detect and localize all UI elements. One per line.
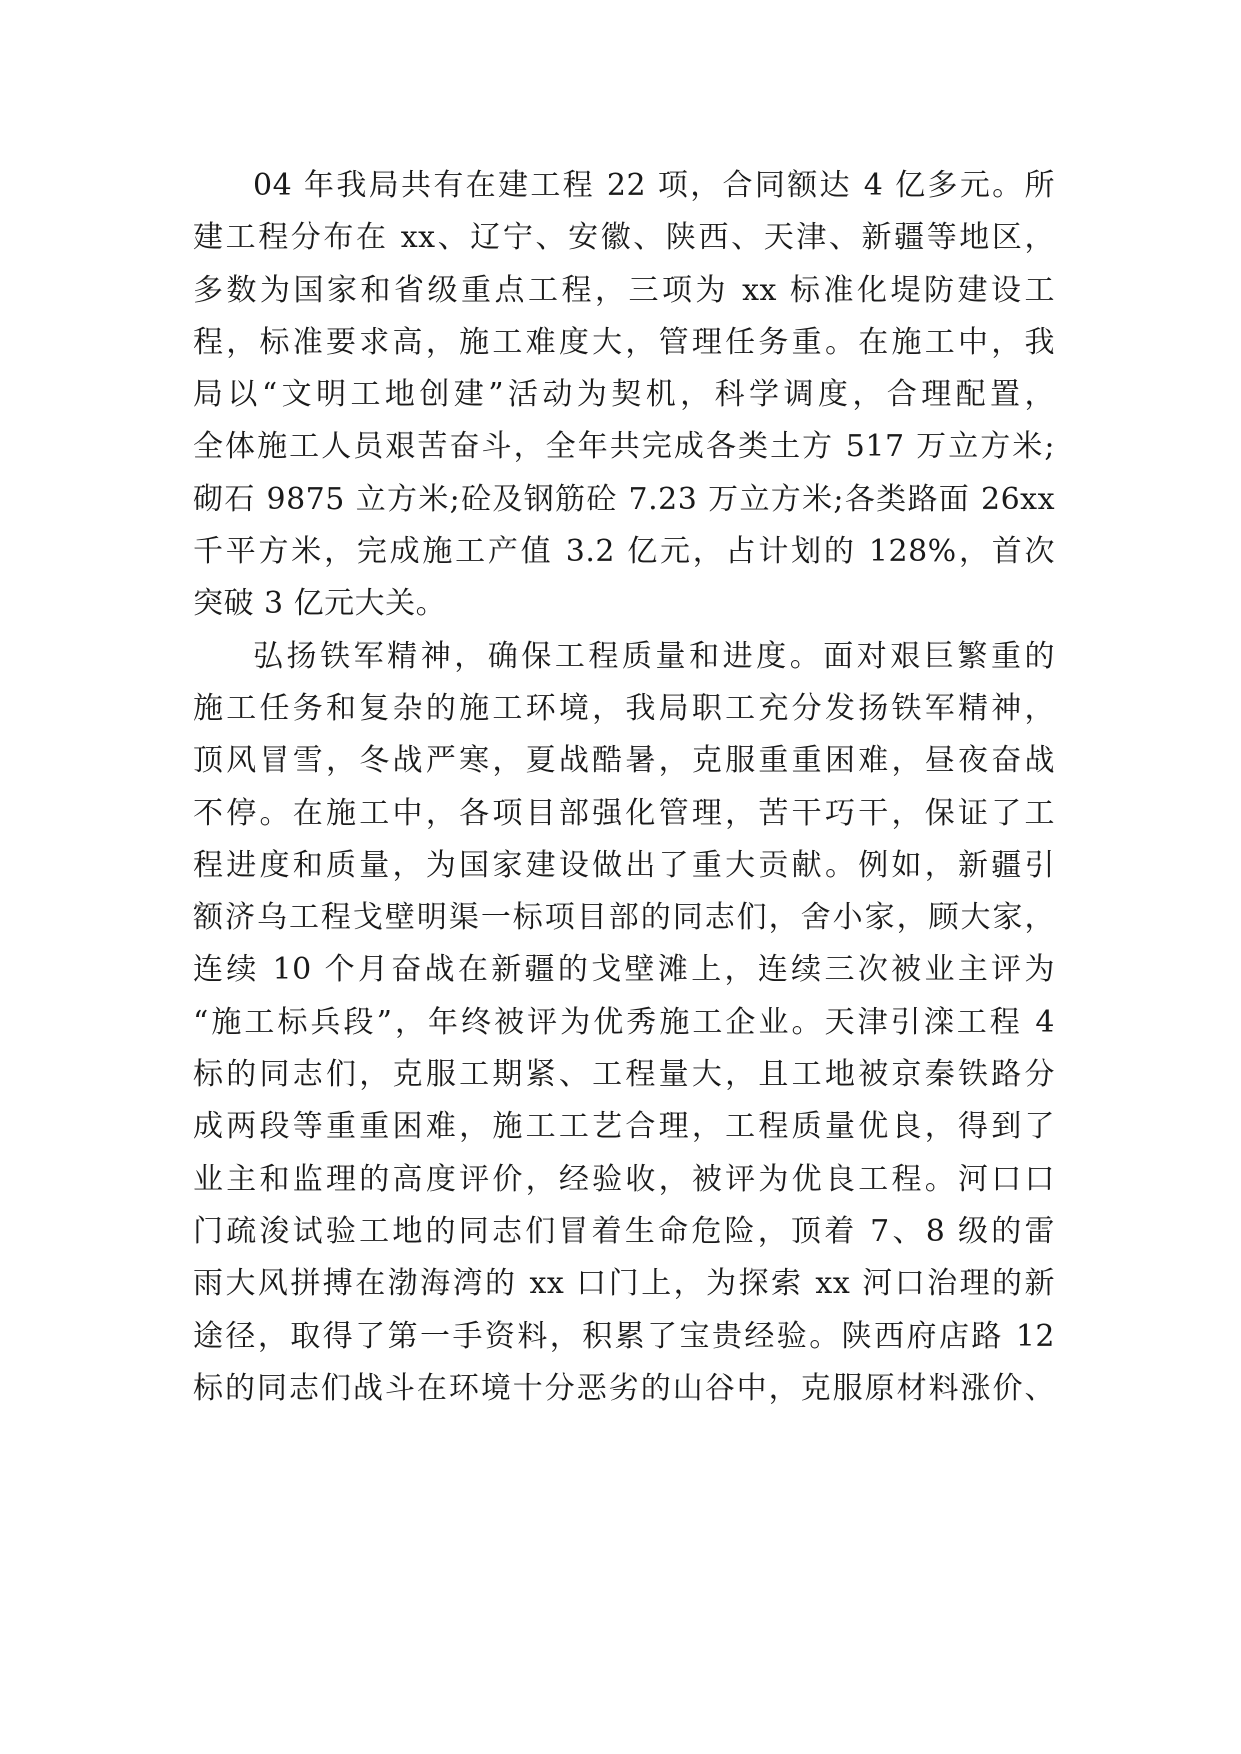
text-line: 程，标准要求高，施工难度大，管理任务重。在施工中，我 — [193, 324, 1055, 360]
text-line: 砌石 9875 立方米;砼及钢筋砼 7.23 万立方米;各类路面 26xx — [193, 481, 1055, 517]
text-line: 弘扬铁军精神，确保工程质量和进度。面对艰巨繁重的 — [253, 638, 1055, 674]
text-line: 标的同志们，克服工期紧、工程量大，且工地被京秦铁路分 — [193, 1057, 1055, 1093]
text-line: 程进度和质量，为国家建设做出了重大贡献。例如，新疆引 — [193, 847, 1055, 883]
document-body — [193, 160, 1055, 1415]
text-line: 04 年我局共有在建工程 22 项，合同额达 4 亿多元。所 — [253, 168, 1055, 203]
text-line: 途径，取得了第一手资料，积累了宝贵经验。陕西府店路 12 — [193, 1318, 1055, 1354]
text-line: 不停。在施工中，各项目部强化管理，苦干巧干，保证了工 — [193, 795, 1055, 831]
text-line: 额济乌工程戈壁明渠一标项目部的同志们，舍小家，顾大家， — [193, 900, 1055, 936]
text-line: 顶风冒雪，冬战严寒，夏战酷暑，克服重重困难，昼夜奋战 — [193, 743, 1055, 779]
text-line: 千平方米，完成施工产值 3.2 亿元，占计划的 128%，首次 — [193, 534, 1055, 570]
text-line: “施工标兵段”，年终被评为优秀施工企业。天津引滦工程 4 — [193, 1004, 1055, 1040]
text-line: 施工任务和复杂的施工环境，我局职工充分发扬铁军精神， — [193, 690, 1055, 726]
text-line: 突破 3 亿元大关。 — [193, 586, 447, 622]
text-line: 雨大风拼搏在渤海湾的 xx 口门上，为探索 xx 河口治理的新 — [193, 1266, 1055, 1302]
text-line: 业主和监理的高度评价，经验收，被评为优良工程。河口口 — [193, 1161, 1055, 1197]
text-line: 成两段等重重困难，施工工艺合理，工程质量优良，得到了 — [193, 1109, 1055, 1145]
text-line: 标的同志们战斗在环境十分恶劣的山谷中，克服原材料涨价、 — [193, 1370, 1055, 1406]
text-line: 局以“文明工地创建”活动为契机，科学调度，合理配置， — [193, 377, 1055, 413]
text-line: 多数为国家和省级重点工程，三项为 xx 标准化堤防建设工 — [193, 272, 1055, 308]
paragraph-1 — [193, 160, 1055, 631]
paragraph-2 — [193, 631, 1055, 1415]
text-line: 门疏浚试验工地的同志们冒着生命危险，顶着 7、8 级的雷 — [193, 1213, 1055, 1249]
text-line: 连续 10 个月奋战在新疆的戈壁滩上，连续三次被业主评为 — [193, 952, 1055, 988]
text-line: 全体施工人员艰苦奋斗，全年共完成各类土方 517 万立方米; — [193, 429, 1055, 465]
text-line: 建工程分布在 xx、辽宁、安徽、陕西、天津、新疆等地区， — [193, 220, 1055, 256]
